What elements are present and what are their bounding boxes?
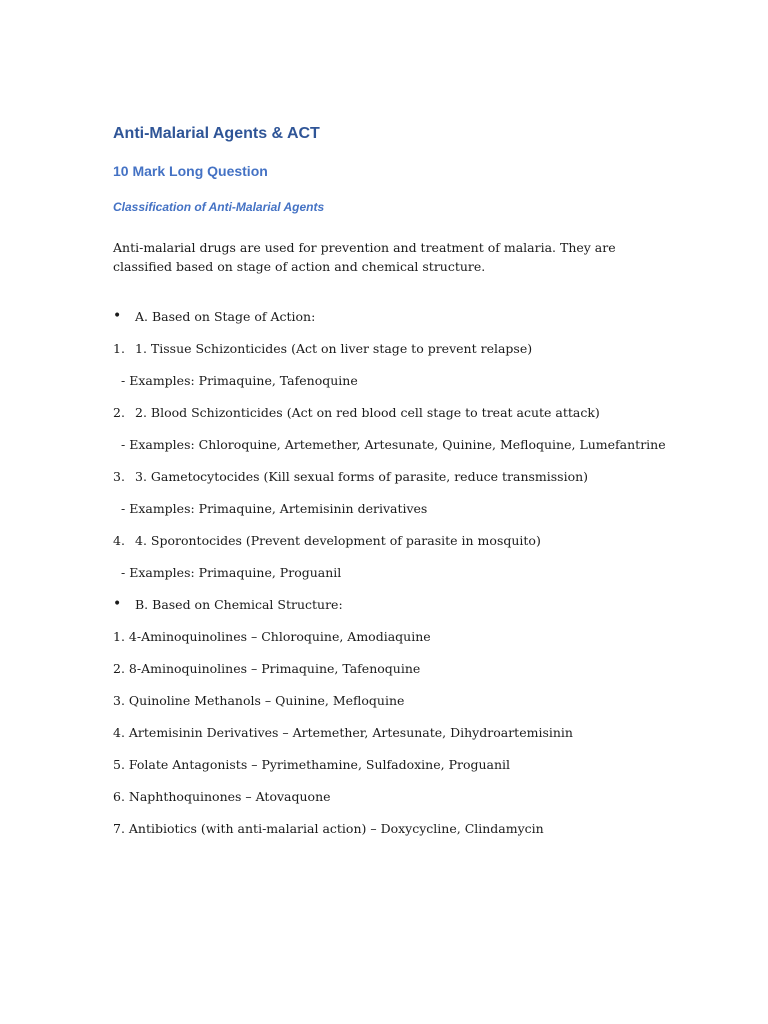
list-number: 2. xyxy=(113,405,125,420)
stage-section-label: A. Based on Stage of Action: xyxy=(135,309,316,324)
list-item-text: 3. Gametocytocides (Kill sexual forms of parasite, reduce transmission) xyxy=(135,469,589,484)
chemical-section-label: B. Based on Chemical Structure: xyxy=(135,597,343,612)
list-number: 4. xyxy=(113,533,125,548)
examples-line: - Examples: Primaquine, Artemisinin derivatives xyxy=(121,501,428,516)
intro-paragraph: Anti-malarial drugs are used for prevention and treatment of malaria. They are classified based on stage of action and chemical structure. xyxy=(113,240,616,274)
examples-line: - Examples: Primaquine, Proguanil xyxy=(121,565,342,580)
bullet-marker: • xyxy=(113,308,122,324)
list-number: 3. xyxy=(113,469,125,484)
list-item: 3. Quinoline Methanols – Quinine, Mefloquine xyxy=(113,693,405,708)
list-item-text: 1. Tissue Schizonticides (Act on liver stage to prevent relapse) xyxy=(135,341,533,356)
examples-line: - Examples: Chloroquine, Artemether, Artesunate, Quinine, Mefloquine, Lumefantrine xyxy=(121,437,666,452)
list-item-text: 2. Blood Schizonticides (Act on red blood cell stage to treat acute attack) xyxy=(135,405,600,420)
list-number: 1. xyxy=(113,341,125,356)
list-item-text: 4. Sporontocides (Prevent development of parasite in mosquito) xyxy=(135,533,541,548)
list-item: 4. Artemisinin Derivatives – Artemether, Artesunate, Dihydroartemisinin xyxy=(113,725,573,740)
list-item: 7. Antibiotics (with anti-malarial action) – Doxycycline, Clindamycin xyxy=(113,821,544,836)
section-heading: Classification of Anti-Malarial Agents xyxy=(113,200,325,214)
list-item: 5. Folate Antagonists – Pyrimethamine, Sulfadoxine, Proguanil xyxy=(113,757,511,772)
document-subtitle: 10 Mark Long Question xyxy=(113,163,268,179)
list-item: 6. Naphthoquinones – Atovaquone xyxy=(113,789,331,804)
document-title: Anti-Malarial Agents & ACT xyxy=(113,125,320,142)
bullet-marker: • xyxy=(113,596,122,612)
list-item: 1. 4-Aminoquinolines – Chloroquine, Amodiaquine xyxy=(113,629,431,644)
list-item: 2. 8-Aminoquinolines – Primaquine, Tafenoquine xyxy=(113,661,421,676)
examples-line: - Examples: Primaquine, Tafenoquine xyxy=(121,373,358,388)
